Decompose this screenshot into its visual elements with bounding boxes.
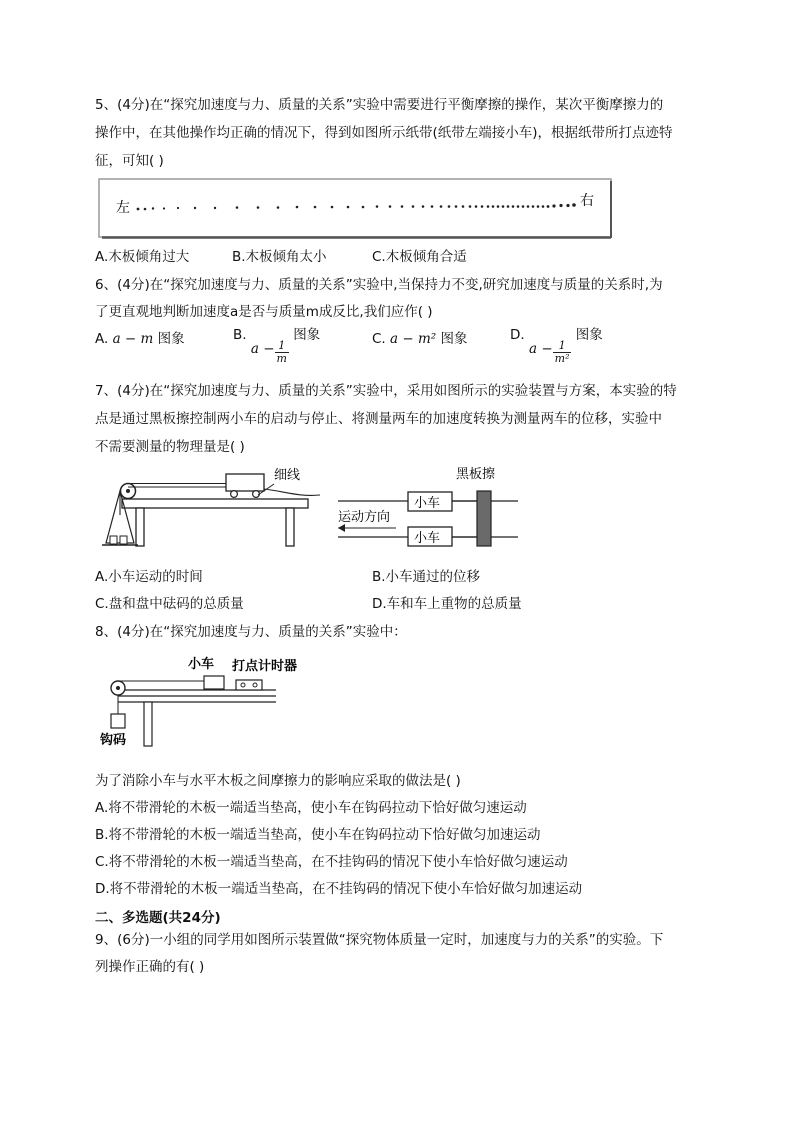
- q6-option-c-formula: a − m²: [390, 331, 437, 347]
- q8-stem-line1: 8、(4分)在“探究加速度与力、质量的关系”实验中：: [95, 624, 407, 640]
- section-title-multiple-choice: 二、多选题(共24分): [95, 910, 221, 926]
- q8-option-a[interactable]: A.将不带滑轮的木板一端适当垫高，使小车在钩码拉动下恰好做匀速运动: [95, 800, 527, 816]
- q8-apparatus-figure: [98, 652, 308, 750]
- cart1-label: 小车: [414, 496, 441, 511]
- q6-option-c[interactable]: C. a − m² 图象: [372, 331, 468, 347]
- q7-option-b[interactable]: B.小车通过的位移: [372, 569, 481, 585]
- q6-option-d-fraction: $\frac{1}{\text{m²}}$: [554, 338, 570, 365]
- q9-stem-line2: 列操作正确的有( ): [95, 959, 205, 975]
- q8-stem-line2: 为了消除小车与水平木板之间摩擦力的影响应采取的做法是( ): [95, 773, 461, 789]
- q5-stem-line2: 操作中，在其他操作均正确的情况下，得到如图所示纸带(纸带左端接小车)，根据纸带所打点迹特: [95, 125, 673, 141]
- q8-weight-label: 钩码: [100, 733, 127, 748]
- q5-option-a[interactable]: A.木板倾角过大: [95, 249, 190, 265]
- q5-stem-line1: 5、(4分)在“探究加速度与力、质量的关系”实验中需要进行平衡摩擦的操作，某次平衡摩擦力的: [95, 97, 664, 113]
- q9-stem-line1: 9、(6分)一小组的同学用如图所示装置做“探究物体质量一定时，加速度与力的关系”的实验。下: [95, 932, 664, 948]
- q7-stem-line2: 点是通过黑板擦控制两小车的启动与停止、将测量两车的加速度转换为测量两车的位移，实验中: [95, 411, 662, 427]
- q8-car-label: 小车: [188, 657, 215, 672]
- paper-tape-figure: [98, 178, 612, 240]
- cart2-label: 小车: [414, 531, 441, 546]
- q7-apparatus-figure: [98, 463, 518, 559]
- tape-right-label: 右: [580, 193, 594, 209]
- q8-option-d[interactable]: D.将不带滑轮的木板一端适当垫高，在不挂钩码的情况下使小车恰好做匀加速运动: [95, 881, 583, 897]
- q8-option-c[interactable]: C.将不带滑轮的木板一端适当垫高，在不挂钩码的情况下使小车恰好做匀速运动: [95, 854, 568, 870]
- q7-stem-line3: 不需要测量的物理量是( ): [95, 439, 245, 455]
- tape-left-label: 左: [116, 200, 130, 216]
- q5-stem-line3: 征，可知( ): [95, 153, 164, 169]
- q7-option-d[interactable]: D.车和车上重物的总质量: [372, 596, 522, 612]
- q7-option-c[interactable]: C.盘和盘中砝码的总质量: [95, 596, 244, 612]
- q6-stem-line2: 了更直观地判断加速度a是否与质量m成反比,我们应作( ): [95, 304, 433, 320]
- string-label: 细线: [274, 468, 301, 483]
- q5-option-c[interactable]: C.木板倾角合适: [372, 249, 467, 265]
- q8-timer-label: 打点计时器: [232, 659, 298, 674]
- q7-stem-line1: 7、(4分)在“探究加速度与力、质量的关系”实验中，采用如图所示的实验装置与方案，本实验的特: [95, 383, 677, 399]
- q7-option-a[interactable]: A.小车运动的时间: [95, 569, 203, 585]
- q6-option-b[interactable]: B. a − $\frac{1}{m}$ 图象: [233, 327, 321, 365]
- q6-stem-line1: 6、(4分)在“探究加速度与力、质量的关系”实验中,当保持力不变,研究加速度与质量的关系时,为: [95, 277, 663, 293]
- q6-option-a[interactable]: A. a − m 图象: [95, 331, 185, 347]
- q6-option-b-formula: a −: [250, 341, 275, 357]
- q6-option-a-formula: a − m: [112, 331, 154, 347]
- q5-option-b[interactable]: B.木板倾角太小: [232, 249, 327, 265]
- q6-option-b-fraction: $\frac{1}{m}$: [276, 338, 287, 365]
- direction-label: 运动方向: [338, 510, 391, 525]
- q6-option-d-formula: a −: [528, 341, 553, 357]
- q8-option-b[interactable]: B.将不带滑轮的木板一端适当垫高，使小车在钩码拉动下恰好做匀加速运动: [95, 827, 541, 843]
- q6-option-d[interactable]: D. a − $\frac{1}{\text{m²}}$ 图象: [510, 327, 603, 365]
- eraser-label: 黑板擦: [456, 467, 496, 482]
